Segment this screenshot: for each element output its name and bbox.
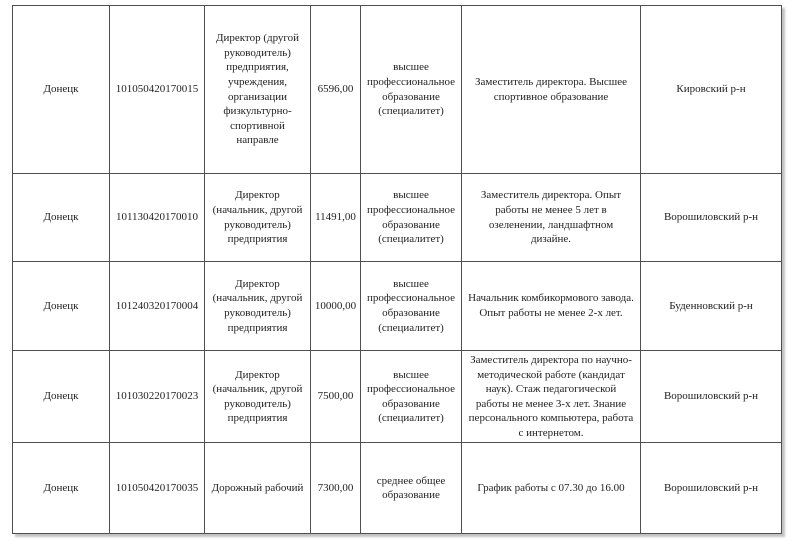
- cell-requirements: Заместитель директора. Высшее спортивное образование: [462, 6, 641, 174]
- cell-city: Донецк: [13, 174, 110, 262]
- cell-vacancy-code: 101240320170004: [110, 262, 205, 351]
- cell-vacancy-code: 101050420170015: [110, 6, 205, 174]
- cell-city: Донецк: [13, 351, 110, 443]
- cell-city: Донецк: [13, 262, 110, 351]
- cell-salary: 7300,00: [311, 443, 361, 534]
- cell-district: Ворошиловский р-н: [641, 443, 782, 534]
- cell-district: Ворошиловский р-н: [641, 174, 782, 262]
- cell-position: Директор (начальник, другой руководитель) предприятия: [205, 351, 311, 443]
- cell-vacancy-code: 101130420170010: [110, 174, 205, 262]
- cell-district: Буденновский р-н: [641, 262, 782, 351]
- table-row: [13, 443, 782, 534]
- cell-requirements: Начальник комбикормового завода. Опыт работы не менее 2-х лет.: [462, 262, 641, 351]
- cell-salary: 11491,00: [311, 174, 361, 262]
- cell-city: Донецк: [13, 6, 110, 174]
- cell-requirements: График работы с 07.30 до 16.00: [462, 443, 641, 534]
- table-row: [13, 351, 782, 443]
- table-row: [13, 6, 782, 174]
- cell-education: высшее профессиональное образование (специалитет): [361, 262, 462, 351]
- table-row: [13, 262, 782, 351]
- cell-education: высшее профессиональное образование (специалитет): [361, 351, 462, 443]
- cell-requirements: Заместитель директора. Опыт работы не менее 5 лет в озеленении, ландшафтном дизайне.: [462, 174, 641, 262]
- cell-position: Директор (другой руководитель) предприятия, учреждения, организации физкультурно-спортивной направле: [205, 6, 311, 174]
- cell-requirements: Заместитель директора по научно-методической работе (кандидат наук). Стаж педагогической работы не менее 3-х лет. Знание персонального компьютера, работа с интернетом.: [462, 351, 641, 443]
- cell-education: высшее профессиональное образование (специалитет): [361, 174, 462, 262]
- cell-education: высшее профессиональное образование (специалитет): [361, 6, 462, 174]
- cell-district: Кировский р-н: [641, 6, 782, 174]
- cell-salary: 7500,00: [311, 351, 361, 443]
- vacancies-table: [12, 5, 782, 534]
- cell-district: Ворошиловский р-н: [641, 351, 782, 443]
- cell-salary: 6596,00: [311, 6, 361, 174]
- cell-vacancy-code: 101030220170023: [110, 351, 205, 443]
- cell-position: Директор (начальник, другой руководитель) предприятия: [205, 174, 311, 262]
- cell-city: Донецк: [13, 443, 110, 534]
- cell-position: Дорожный рабочий: [205, 443, 311, 534]
- cell-position: Директор (начальник, другой руководитель) предприятия: [205, 262, 311, 351]
- cell-education: среднее общее образование: [361, 443, 462, 534]
- table-row: [13, 174, 782, 262]
- cell-vacancy-code: 101050420170035: [110, 443, 205, 534]
- cell-salary: 10000,00: [311, 262, 361, 351]
